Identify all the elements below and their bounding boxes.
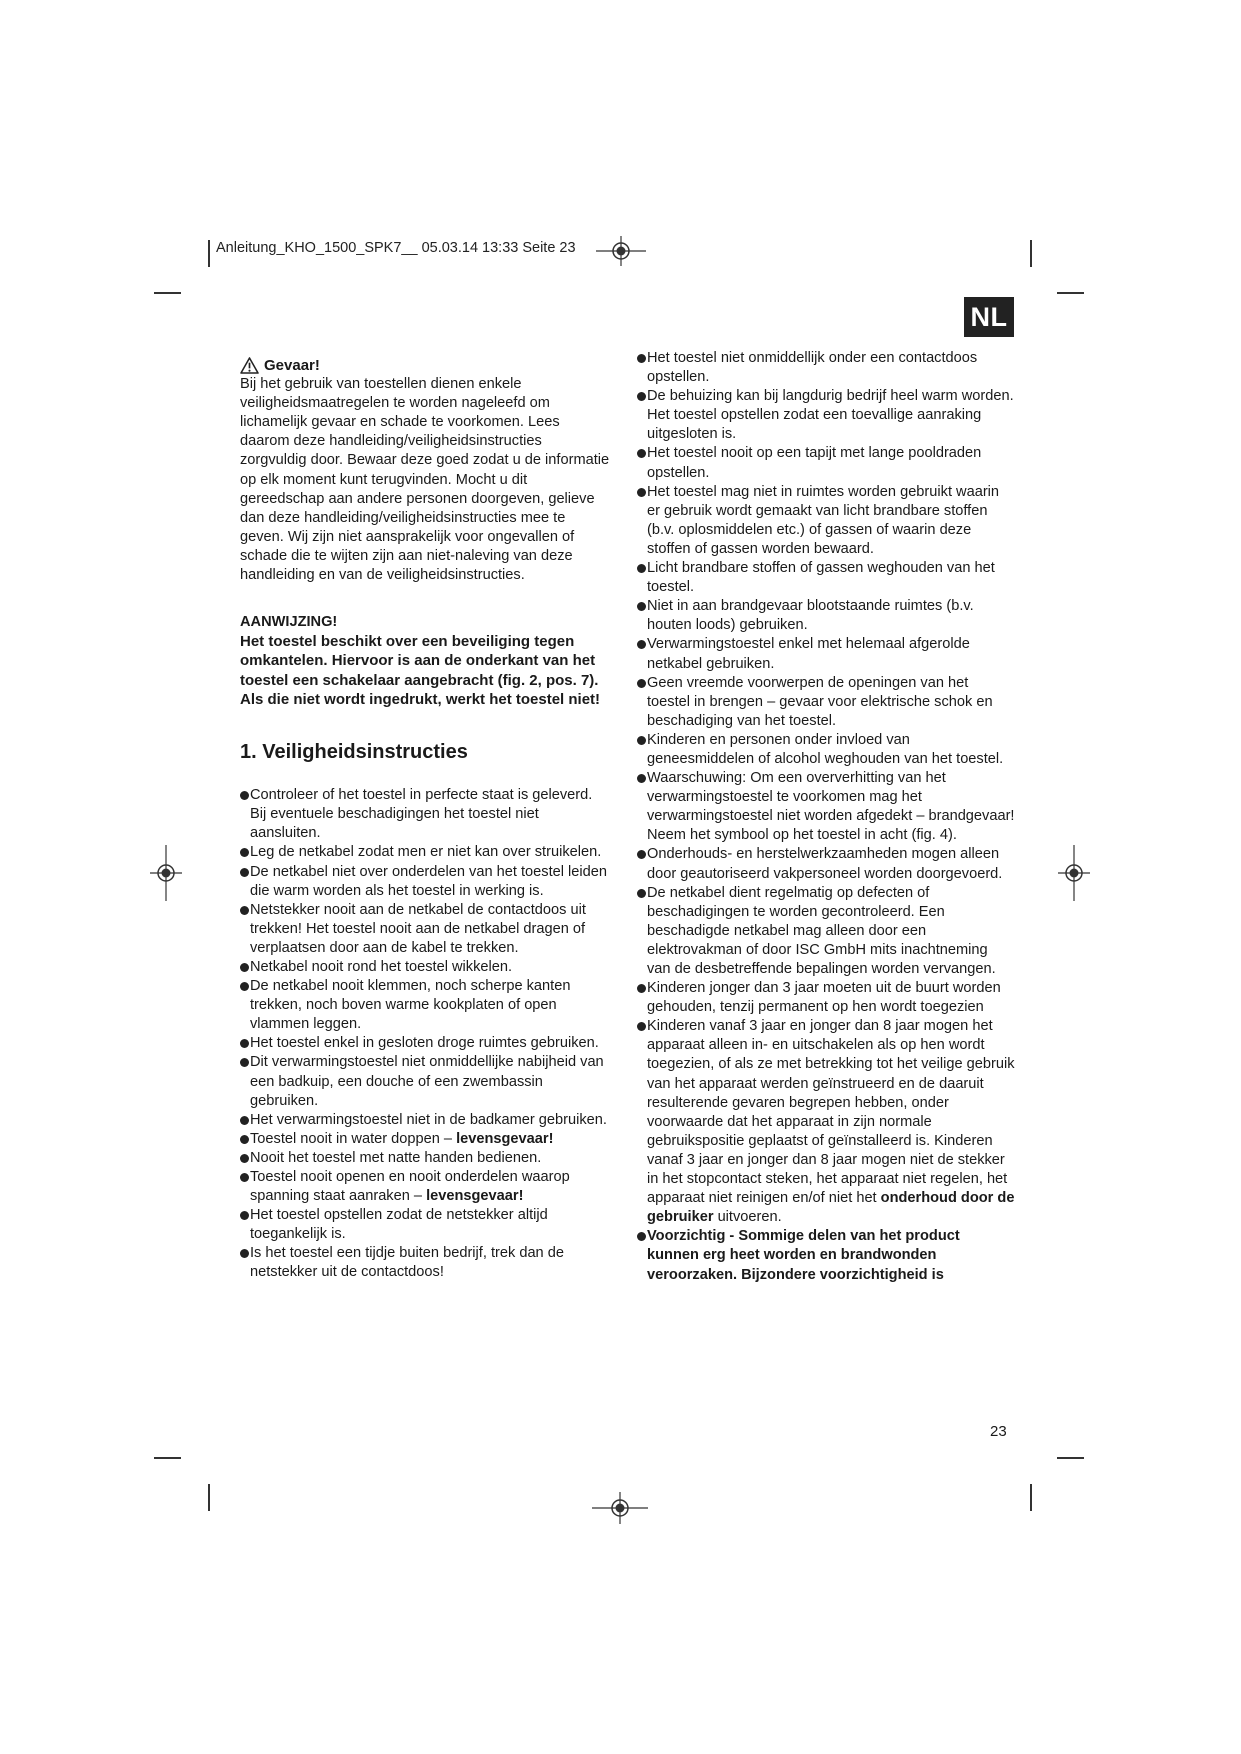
bullet-icon <box>240 906 249 915</box>
bullet-icon <box>240 1211 249 1220</box>
list-item: Nooit het toestel met natte handen bedienen. <box>240 1149 612 1168</box>
crop-mark-top-right-vertical <box>1030 240 1032 267</box>
bullet-icon <box>240 1173 249 1182</box>
left-column <box>240 356 612 1283</box>
bullet-icon <box>637 889 646 898</box>
list-item: Kinderen en personen onder invloed van geneesmiddelen of alcohol weghouden van het toestel. <box>637 731 1015 769</box>
right-safety-list <box>637 349 1015 1285</box>
list-item: Dit verwarmingstoestel niet onmiddellijke nabijheid van een badkuip, een douche of een zwembassin gebruiken. <box>240 1053 612 1110</box>
bullet-icon <box>637 392 646 401</box>
crop-mark-top-left-vertical <box>208 240 210 267</box>
list-item: Toestel nooit in water doppen – levensgevaar! <box>240 1130 612 1149</box>
bullet-icon <box>637 679 646 688</box>
bullet-icon <box>240 1039 249 1048</box>
list-item: Licht brandbare stoffen of gassen weghouden van het toestel. <box>637 559 1015 597</box>
list-item: Het toestel mag niet in ruimtes worden gebruikt waarin er gebruik wordt gemaakt van licht brandbare stoffen (b.v. oplosmiddelen etc.) of gassen of waarin deze stoffen of gassen worden bewaard. <box>637 483 1015 559</box>
bullet-icon <box>637 984 646 993</box>
list-item: De netkabel niet over onderdelen van het toestel leiden die warm worden als het toestel in werking is. <box>240 863 612 901</box>
bullet-icon <box>240 1058 249 1067</box>
warning-triangle-icon <box>240 357 259 374</box>
list-item: Netkabel nooit rond het toestel wikkelen. <box>240 958 612 977</box>
bullet-icon <box>637 354 646 363</box>
list-item: De netkabel nooit klemmen, noch scherpe kanten trekken, noch boven warme kookplaten of open vlammen leggen. <box>240 977 612 1034</box>
bullet-icon <box>240 791 249 800</box>
registration-mark-top-icon <box>586 236 646 266</box>
list-item: Toestel nooit openen en nooit onderdelen waarop spanning staat aanraken – levensgevaar! <box>240 1168 612 1206</box>
bullet-icon <box>240 1135 249 1144</box>
bullet-icon <box>240 982 249 991</box>
crop-mark-bottom-left-horizontal <box>154 1457 181 1459</box>
note-heading: AANWIJZING! <box>240 614 338 631</box>
list-item: Verwarmingstoestel enkel met helemaal afgerolde netkabel gebruiken. <box>637 635 1015 673</box>
bullet-icon <box>240 963 249 972</box>
bullet-icon <box>240 1154 249 1163</box>
crop-mark-bottom-left-vertical <box>208 1484 210 1511</box>
bullet-icon <box>637 736 646 745</box>
list-item: Het toestel opstellen zodat de netstekker altijd toegankelijk is. <box>240 1206 612 1244</box>
registration-mark-bottom-icon <box>592 1492 648 1524</box>
list-item: Het toestel niet onmiddellijk onder een contactdoos opstellen. <box>637 349 1015 387</box>
crop-mark-top-left-horizontal <box>154 292 181 294</box>
list-item: De behuizing kan bij langdurig bedrijf heel warm worden. Het toestel opstellen zodat een toevallige aanraking uitgesloten is. <box>637 387 1015 444</box>
crop-mark-top-right-horizontal <box>1057 292 1084 294</box>
bullet-icon <box>637 640 646 649</box>
list-item: Geen vreemde voorwerpen de openingen van het toestel in brengen – gevaar voor elektrische schok en beschadiging van het toestel. <box>637 674 1015 731</box>
bullet-icon <box>637 564 646 573</box>
bullet-icon <box>240 868 249 877</box>
list-item: Het toestel nooit op een tapijt met lange pooldraden opstellen. <box>637 444 1015 482</box>
right-column <box>637 349 1015 1285</box>
bullet-icon <box>637 449 646 458</box>
bullet-icon <box>637 488 646 497</box>
list-item: Onderhouds- en herstelwerkzaamheden mogen alleen door geautoriseerd vakpersoneel worden doorgevoerd. <box>637 845 1015 883</box>
bullet-icon <box>240 1249 249 1258</box>
warning-heading: Gevaar! <box>240 356 612 375</box>
section-title: 1. Veiligheidsinstructies <box>240 741 468 764</box>
print-slug: Anleitung_KHO_1500_SPK7__ 05.03.14 13:33 Seite 23 <box>216 240 576 256</box>
list-item: Niet in aan brandgevaar blootstaande ruimtes (b.v. houten loods) gebruiken. <box>637 597 1015 635</box>
bullet-icon <box>637 1022 646 1031</box>
list-item: Kinderen vanaf 3 jaar en jonger dan 8 jaar mogen het apparaat alleen in- en uitschakelen als op hen wordt toegezien, of als ze met betrekking tot het veilige gebruik van het apparaat werden geïnstrueerd en de daaruit resulterende gevaren begrepen hebben, onder voorwaarde dat het apparaat in zijn normale gebruikspositie geplaatst of geïnstalleerd is. Kinderen vanaf 3 jaar en jonger dan 8 jaar mogen niet de stekker in het stopcontact steken, het apparaat niet regelen, het apparaat niet reinigen en/of niet het onderhoud door de gebruiker uitvoeren. <box>637 1017 1015 1227</box>
list-item: De netkabel dient regelmatig op defecten of beschadigingen te worden gecontroleerd. Een beschadigde netkabel mag alleen door een elektrovakman of door ISC GmbH mits inachtneming van de desbetreffende bepalingen worden vervangen. <box>637 884 1015 979</box>
list-item: Netstekker nooit aan de netkabel de contactdoos uit trekken! Het toestel nooit aan de netkabel dragen of verplaatsen door aan de kabel te trekken. <box>240 901 612 958</box>
list-item: Controleer of het toestel in perfecte staat is geleverd. Bij eventuele beschadigingen het toestel niet aansluiten. <box>240 786 612 843</box>
crop-mark-bottom-right-horizontal <box>1057 1457 1084 1459</box>
list-item: Waarschuwing: Om een oververhitting van het verwarmingstoestel te voorkomen mag het verwarmingstoestel niet worden afgedekt – brandgevaar! Neem het symbool op het toestel in acht (fig. 4). <box>637 769 1015 845</box>
bullet-icon <box>240 1116 249 1125</box>
crop-mark-bottom-right-vertical <box>1030 1484 1032 1511</box>
list-item: Kinderen jonger dan 3 jaar moeten uit de buurt worden gehouden, tenzij permanent op hen wordt toegezien <box>637 979 1015 1017</box>
note-text: Het toestel beschikt over een beveiliging tegen omkantelen. Hiervoor is aan de onderkant van het toestel een schakelaar aangebracht (fig. 2, pos. 7). Als die niet wordt ingedrukt, werkt het toestel niet! <box>240 633 601 708</box>
bullet-icon <box>637 1232 646 1241</box>
bullet-icon <box>637 850 646 859</box>
bullet-icon <box>637 774 646 783</box>
list-item: Leg de netkabel zodat men er niet kan over struikelen. <box>240 843 612 862</box>
list-item: Is het toestel een tijdje buiten bedrijf, trek dan de netstekker uit de contactdoos! <box>240 1244 612 1282</box>
list-item: Het toestel enkel in gesloten droge ruimtes gebruiken. <box>240 1034 612 1053</box>
registration-mark-left-icon <box>150 845 182 901</box>
page-number: 23 <box>990 1423 1007 1440</box>
bullet-icon <box>240 848 249 857</box>
list-item: Het verwarmingstoestel niet in de badkamer gebruiken. <box>240 1111 612 1130</box>
list-item: Voorzichtig - Sommige delen van het product kunnen erg heet worden en brandwonden veroorzaken. Bijzondere voorzichtigheid is <box>637 1227 1015 1284</box>
bullet-icon <box>637 602 646 611</box>
left-safety-list <box>240 786 612 1282</box>
language-badge: NL <box>964 297 1014 337</box>
warning-text: Bij het gebruik van toestellen dienen enkele veiligheidsmaatregelen te worden nageleefd om lichamelijk gevaar en schade te voorkomen. Lees daarom deze handleiding/veiligheidsinstructies zorgvuldig door. Bewaar deze goed zodat u de informatie op elk moment kunt terugvinden. Mocht u dit gereedschap aan andere personen doorgeven, gelieve dan deze handleiding/veiligheidsinstructies mee te geven. Wij zijn niet aansprakelijk voor ongevallen of schade die te wijten zijn aan niet-naleving van deze handleiding en van de veiligheidsinstructies. <box>240 376 610 584</box>
registration-mark-right-icon <box>1058 845 1090 901</box>
